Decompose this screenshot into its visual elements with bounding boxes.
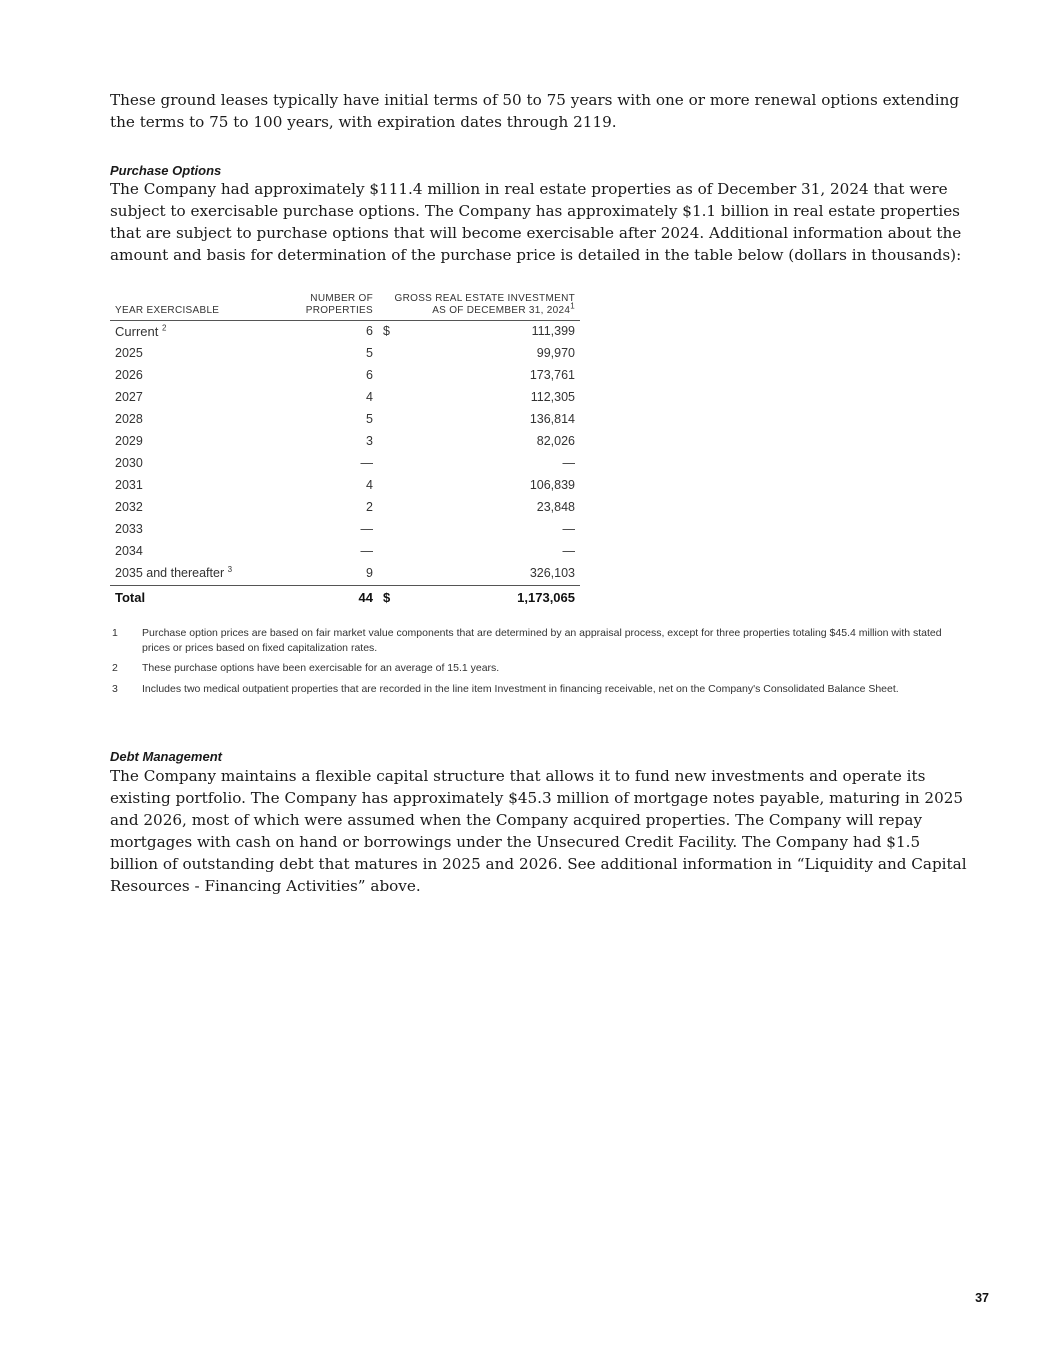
total-dollar: $: [383, 590, 391, 605]
header-num-line1: NUMBER OF: [310, 293, 373, 304]
table-row: [110, 453, 580, 475]
row-num-properties: 6: [366, 368, 373, 382]
header-gross-line1: GROSS REAL ESTATE INVESTMENT: [394, 293, 575, 304]
row-year: 2026: [115, 368, 143, 382]
row-gross-investment: 326,103: [529, 566, 575, 580]
purchase-options-table: [110, 290, 580, 610]
total-gross: 1,173,065: [517, 590, 575, 605]
row-year: 2034: [115, 544, 143, 558]
footnote-num: 3: [112, 683, 118, 695]
footnote-text: These purchase options have been exercisable for an average of 15.1 years.: [142, 662, 500, 674]
footnote-1: [110, 626, 960, 656]
purchase-options-heading: Purchase Options: [110, 163, 222, 178]
header-gross-investment: [395, 293, 575, 317]
purchase-options-paragraph: The Company had approximately $111.4 million in real estate properties as of December 31, 2024 that were subject to exercisable purchase options. The Company has approximately $1.1 billion in real estate properties that are subject to purchase options that will become exercisable after 2024. Additional information about the amount and basis for determination of the purchase price is detailed in the table below (dollars in thousands):: [110, 180, 962, 264]
footnote-num: 1: [112, 627, 118, 639]
debt-management-heading: Debt Management: [110, 749, 222, 764]
row-num-properties: —: [360, 456, 373, 470]
row-num-properties: 6: [366, 324, 373, 338]
row-dollar-sign: $: [383, 324, 390, 338]
table-row: [110, 475, 580, 497]
row-gross-investment: 23,848: [536, 500, 575, 514]
footnote-text: Purchase option prices are based on fair market value components that are determined by an appraisal process, except for three properties totaling $45.4 million with stated prices or prices based on fixed capitalization rates.: [142, 627, 942, 654]
footnote-2: [110, 661, 960, 676]
table-row: [110, 541, 580, 563]
row-gross-investment: 106,839: [529, 478, 575, 492]
row-num-properties: 5: [366, 412, 373, 426]
table-row: [110, 387, 580, 409]
row-year: 2025: [115, 346, 143, 360]
row-year: 2028: [115, 412, 143, 426]
header-num-line2: PROPERTIES: [305, 305, 373, 316]
table-row: [110, 409, 580, 431]
row-year: 2033: [115, 522, 143, 536]
row-year: [115, 566, 232, 580]
row-gross-investment: 112,305: [530, 390, 575, 404]
row-year-text: 2035 and thereafter: [115, 566, 225, 580]
row-gross-investment: —: [562, 522, 575, 536]
row-num-properties: —: [360, 544, 373, 558]
row-num-properties: 4: [366, 478, 373, 492]
row-num-properties: 9: [366, 566, 373, 580]
row-gross-investment: 136,814: [529, 412, 575, 426]
table-row: [110, 321, 580, 343]
table-row: [110, 365, 580, 387]
table-row: [110, 431, 580, 453]
row-year: 2029: [115, 434, 143, 448]
row-num-properties: 5: [366, 346, 373, 360]
footnote-num: 2: [112, 662, 118, 674]
table-row: [110, 343, 580, 365]
row-year: 2031: [115, 478, 143, 492]
total-num: 44: [358, 590, 373, 605]
row-gross-investment: 82,026: [536, 434, 575, 448]
row-num-properties: 4: [366, 390, 373, 404]
row-gross-investment: —: [562, 456, 575, 470]
row-gross-investment: 111,399: [531, 324, 575, 338]
row-year-text: Current: [115, 324, 159, 339]
row-year: 2030: [115, 456, 143, 470]
table-header: [110, 290, 580, 321]
footnote-3: [110, 682, 960, 697]
debt-management-paragraph: The Company maintains a flexible capital structure that allows it to fund new investments and operate its existing portfolio. The Company has approximately $45.3 million of mortgage notes payable, maturing in 2025 and 2026, most of which were assumed when the Company acquired properties. The Company will repay mortgages with cash on hand or borrowings under the Unsecured Credit Facility. The Company had $1.5 billion of outstanding debt that matures in 2025 and 2026. See additional information in “Liquidity and Capital Resources - Financing Activities” above.: [110, 767, 967, 895]
table-row: [110, 519, 580, 541]
row-footnote-ref: 2: [161, 323, 167, 333]
row-gross-investment: 173,761: [529, 368, 575, 382]
row-year: 2032: [115, 500, 143, 514]
row-num-properties: —: [360, 522, 373, 536]
header-number-of-properties: [306, 293, 373, 317]
intro-paragraph: These ground leases typically have initial terms of 50 to 75 years with one or more renewal options extending the terms to 75 to 100 years, with expiration dates through 2119.: [110, 91, 960, 131]
header-year-exercisable: YEAR EXERCISABLE: [115, 305, 220, 316]
row-gross-investment: 99,970: [536, 346, 575, 360]
table-row: [110, 497, 580, 519]
header-gross-sup: 1: [570, 301, 575, 311]
row-gross-investment: —: [562, 544, 575, 558]
table-body: [110, 321, 580, 585]
row-num-properties: 2: [366, 500, 373, 514]
footnote-text: Includes two medical outpatient properties that are recorded in the line item Investment in financing receivable, net on the Company's Consolidated Balance Sheet.: [142, 683, 899, 695]
table-total-row: [110, 585, 580, 610]
total-label: Total: [115, 590, 146, 605]
header-gross-line2: AS OF DECEMBER 31, 2024$^1$: [432, 301, 575, 316]
row-year: 2027: [115, 390, 143, 404]
row-footnote-ref: 3: [227, 564, 233, 574]
row-year: [115, 324, 166, 339]
table-row: [110, 563, 580, 585]
page-number: 37: [975, 1291, 989, 1305]
row-num-properties: 3: [366, 434, 373, 448]
